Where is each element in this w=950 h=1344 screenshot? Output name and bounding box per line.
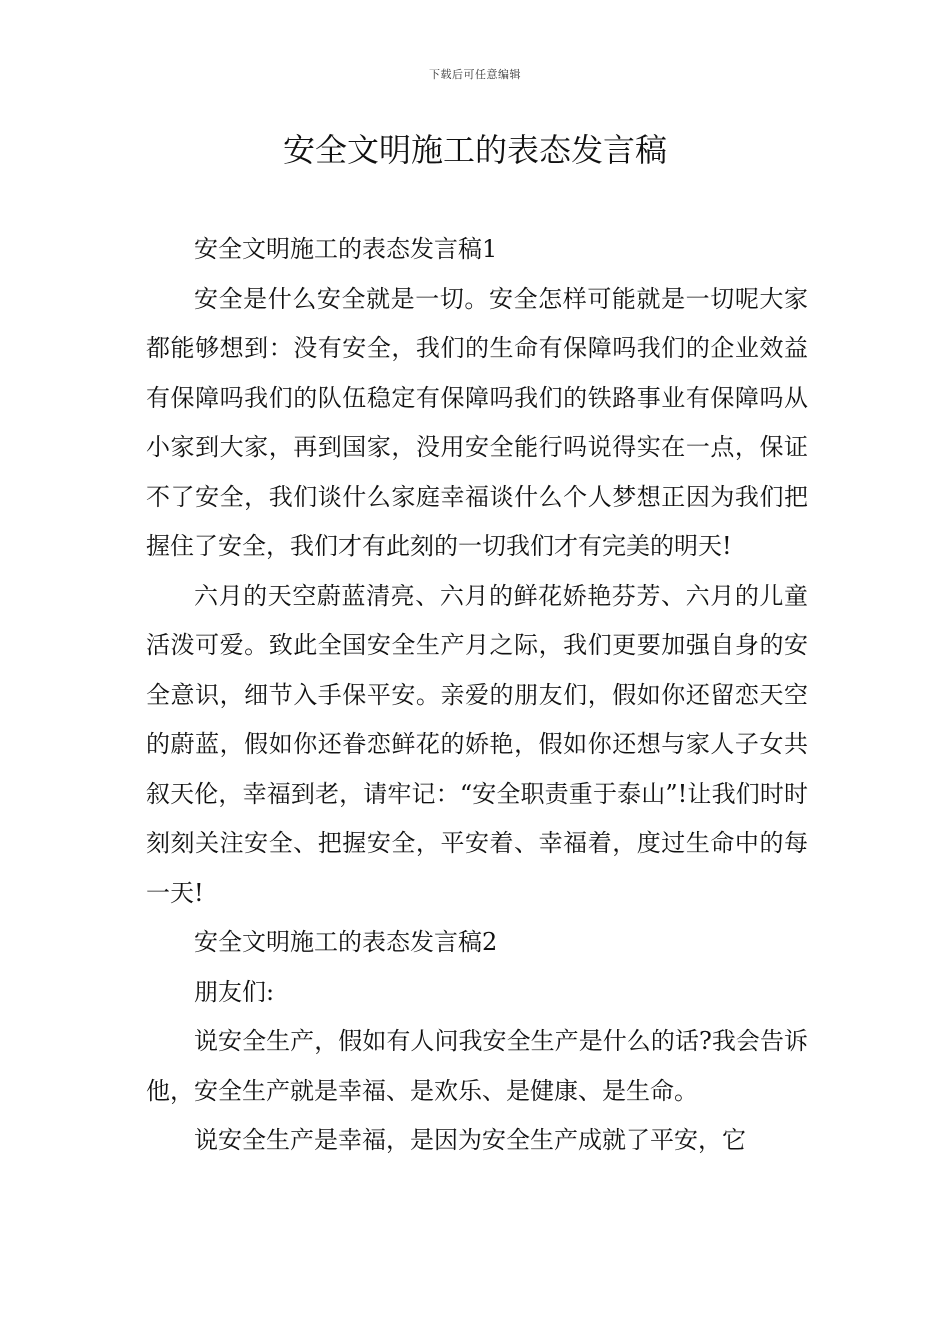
header-note: 下载后可任意编辑 xyxy=(429,68,521,81)
document-title: 安全文明施工的表态发言稿 xyxy=(282,131,667,169)
document-body xyxy=(146,225,808,1166)
section-heading-1: 安全文明施工的表态发言稿1 xyxy=(194,235,498,263)
paragraph: 六月的天空蔚蓝清亮、六月的鲜花娇艳芬芳、六月的儿童活泼可爱。致此全国安全生产月之际，我们更要加强自身的安全意识，细节入手保平安。亲爱的朋友们，假如你还留恋天空的蔚蓝，假如你还眷恋鲜花的娇艳，假如你还想与家人子女共叙天伦，幸福到老，请牢记：“安全职责重于泰山”!让我们时时刻刻关注安全、把握安全，平安着、幸福着，度过生命中的每一天! xyxy=(146,581,808,907)
paragraph: 安全是什么安全就是一切。安全怎样可能就是一切呢大家都能够想到：没有安全，我们的生命有保障吗我们的企业效益有保障吗我们的队伍稳定有保障吗我们的铁路事业有保障吗从小家到大家，再到国家，没用安全能行吗说得实在一点，保证不了安全，我们谈什么家庭幸福谈什么个人梦想正因为我们把握住了安全，我们才有此刻的一切我们才有完美的明天! xyxy=(146,284,808,560)
paragraph: 说安全生产是幸福，是因为安全生产成就了平安，它 xyxy=(194,1126,746,1154)
section-heading-2: 安全文明施工的表态发言稿2 xyxy=(194,928,498,956)
salutation: 朋友们: xyxy=(194,977,275,1006)
paragraph: 说安全生产，假如有人问我安全生产是什么的话?我会告诉他，安全生产就是幸福、是欢乐、是健康、是生命。 xyxy=(146,1027,808,1105)
